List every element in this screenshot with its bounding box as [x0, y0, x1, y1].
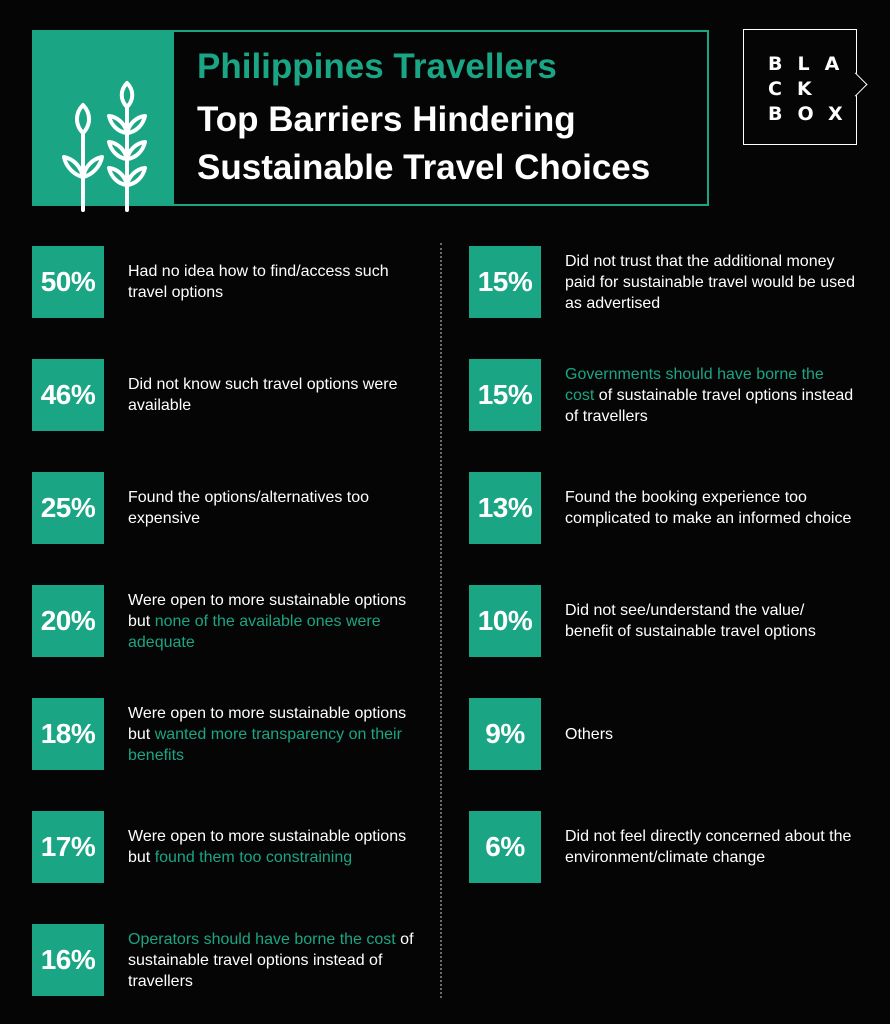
barrier-description: [565, 826, 855, 868]
percentage-box: 46%: [32, 359, 104, 431]
description-text: Others: [565, 726, 614, 743]
percentage-box: 16%: [32, 924, 104, 996]
description-text: Found the booking experience too complicated to make an informed choice: [565, 489, 852, 527]
header-title: Philippines Travellers: [197, 47, 557, 86]
header-panel: [32, 30, 709, 206]
barrier-description: [565, 600, 855, 642]
barrier-description: [565, 251, 855, 314]
header-subtitle-line-1: Top Barriers Hindering: [197, 100, 576, 139]
highlighted-text: Governments should have borne the cost: [565, 366, 824, 404]
highlighted-text: none of the available ones were adequate: [128, 613, 381, 651]
highlighted-text: found them too constraining: [154, 849, 353, 866]
description-text: Did not see/understand the value/ benefit of sustainable travel options: [565, 602, 816, 640]
percentage-box: 17%: [32, 811, 104, 883]
column-divider: [440, 243, 442, 998]
percentage-box: 18%: [32, 698, 104, 770]
description-text: of sustainable travel options instead of travellers: [128, 931, 414, 990]
description-text: Did not know such travel options were available: [128, 376, 398, 414]
wheat-sprouts-icon: [56, 77, 152, 217]
description-text: Did not trust that the additional money paid for sustainable travel would be used as advertised: [565, 253, 855, 312]
barrier-description: [128, 590, 418, 653]
description-text: of sustainable travel options instead of travellers: [565, 387, 854, 425]
barrier-description: [128, 374, 418, 416]
barrier-description: [128, 261, 418, 303]
barrier-description: [128, 929, 418, 992]
percentage-box: 9%: [469, 698, 541, 770]
blackbox-logo: [743, 29, 857, 145]
barrier-description: [128, 487, 418, 529]
barrier-description: [565, 364, 855, 427]
percentage-box: 6%: [469, 811, 541, 883]
barrier-description: [128, 703, 418, 766]
percentage-box: 10%: [469, 585, 541, 657]
header-subtitle-line-2: Sustainable Travel Choices: [197, 148, 651, 187]
highlighted-text: Operators should have borne the cost: [128, 931, 396, 948]
percentage-box: 13%: [469, 472, 541, 544]
description-text: Found the options/alternatives too expensive: [128, 489, 370, 527]
percentage-box: 20%: [32, 585, 104, 657]
barrier-description: [565, 487, 855, 529]
logo-text: BLA CK BOX: [768, 53, 858, 125]
barrier-description: [128, 826, 418, 868]
description-text: Were open to more sustainable options but: [128, 592, 407, 630]
description-text: Were open to more sustainable options but: [128, 705, 407, 743]
description-text: Did not feel directly concerned about the environment/climate change: [565, 828, 852, 866]
description-text: Had no idea how to find/access such travel options: [128, 263, 389, 301]
header-icon-box: [34, 32, 174, 204]
percentage-box: 15%: [469, 246, 541, 318]
header-subtitle: [197, 96, 650, 192]
percentage-box: 25%: [32, 472, 104, 544]
barrier-description: [565, 724, 855, 745]
highlighted-text: wanted more transparency on their benefits: [128, 726, 402, 764]
description-text: Were open to more sustainable options but: [128, 828, 407, 866]
percentage-box: 15%: [469, 359, 541, 431]
percentage-box: 50%: [32, 246, 104, 318]
